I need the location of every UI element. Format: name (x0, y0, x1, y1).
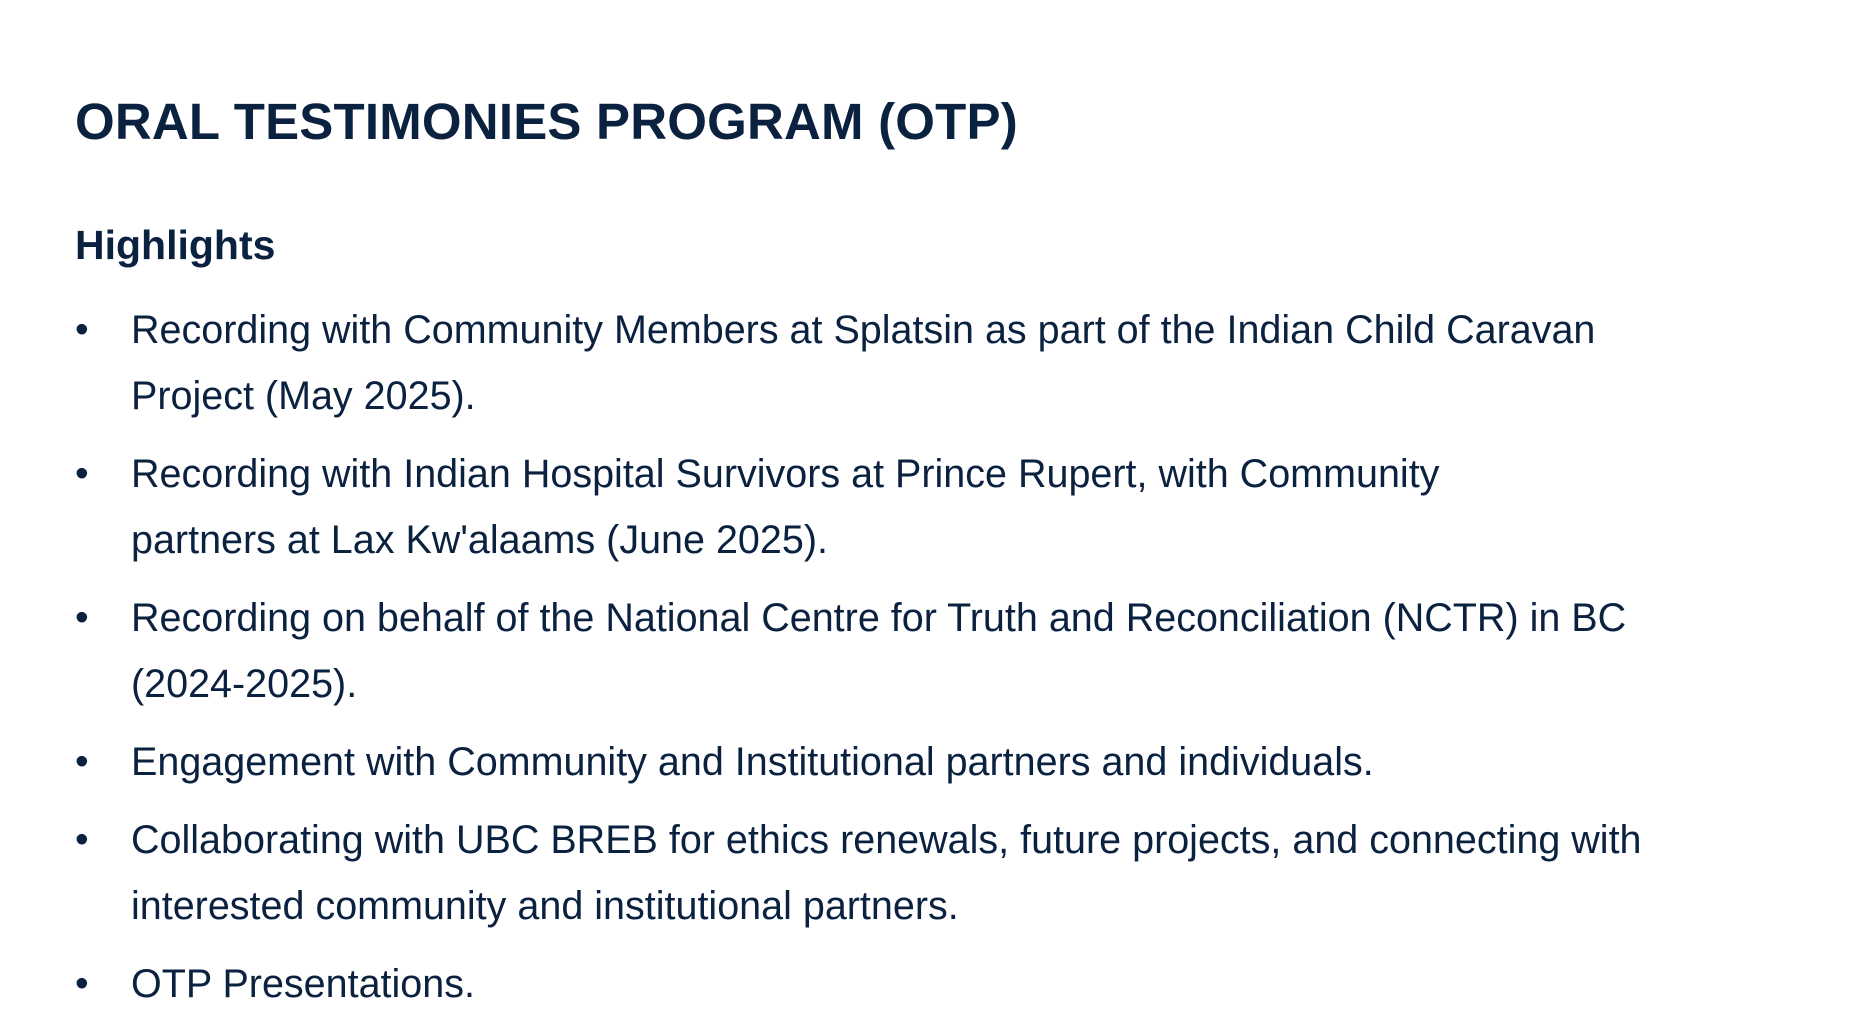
list-item-text (131, 729, 1775, 795)
list-item-line: Project (May 2025). (131, 374, 476, 418)
list-item-line: partners at Lax Kw'alaams (June 2025). (131, 518, 828, 562)
list-item-line: Engagement with Community and Institutional partners and individuals. (131, 740, 1374, 784)
page-title: ORAL TESTIMONIES PROGRAM (OTP) (75, 93, 1018, 150)
list-item (75, 729, 1775, 795)
list-item (75, 807, 1775, 939)
list-item-text (131, 585, 1775, 717)
list-item (75, 441, 1775, 573)
bullet-icon: • (75, 596, 89, 639)
bullet-icon: • (75, 740, 89, 783)
list-item-line: interested community and institutional partners. (131, 884, 959, 928)
list-item-text (131, 807, 1775, 939)
list-item-line: Collaborating with UBC BREB for ethics renewals, future projects, and connecting with (131, 818, 1642, 862)
highlights-list (75, 297, 1775, 1029)
list-item (75, 297, 1775, 429)
list-item-line: OTP Presentations. (131, 962, 475, 1006)
list-item-line: Recording on behalf of the National Centre for Truth and Reconciliation (NCTR) in BC (131, 596, 1627, 640)
section-heading-highlights: Highlights (75, 222, 276, 268)
list-item (75, 585, 1775, 717)
bullet-icon: • (75, 962, 89, 1005)
bullet-icon: • (75, 452, 89, 495)
list-item-line: Recording with Community Members at Splatsin as part of the Indian Child Caravan (131, 308, 1596, 352)
list-item-text (131, 951, 1775, 1017)
list-item-text (131, 441, 1775, 573)
list-item-line: (2024-2025). (131, 662, 358, 706)
bullet-icon: • (75, 308, 89, 351)
list-item-text (131, 297, 1775, 429)
bullet-icon: • (75, 818, 89, 861)
list-item (75, 951, 1775, 1017)
list-item-line: Recording with Indian Hospital Survivors at Prince Rupert, with Community (131, 452, 1440, 496)
